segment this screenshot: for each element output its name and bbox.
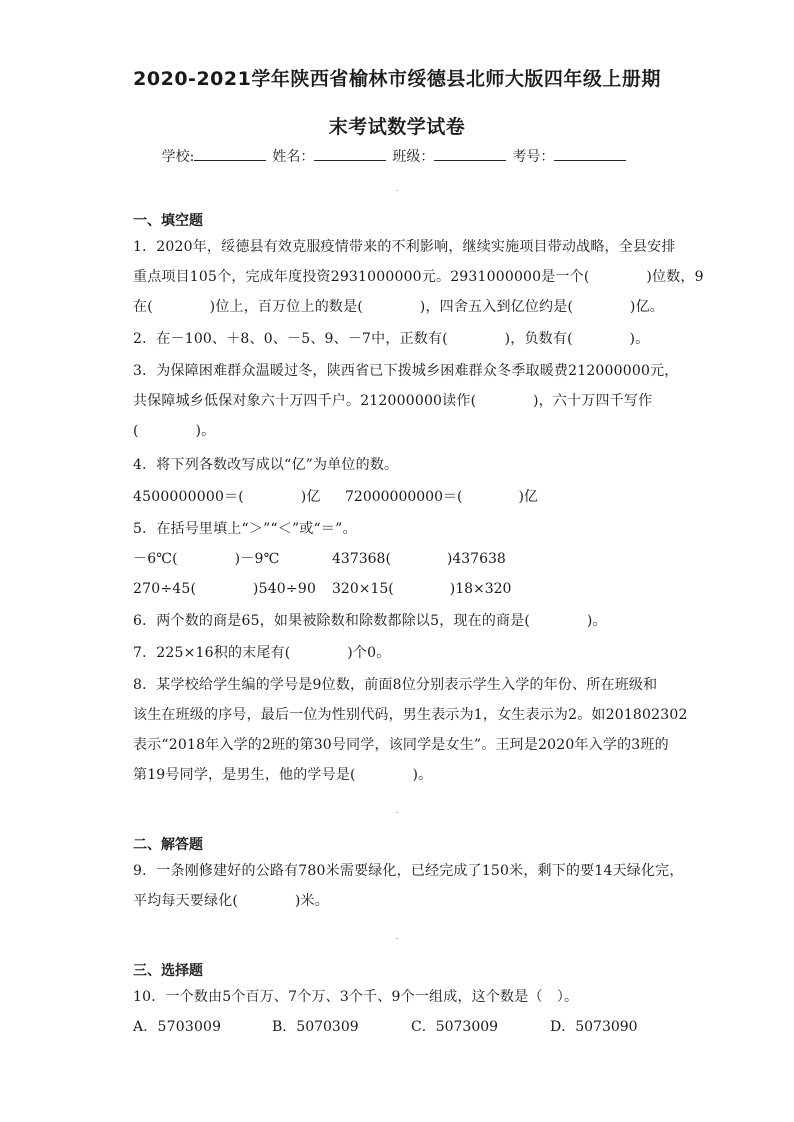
divider-dot [396, 190, 398, 191]
q1-line1: 1．2020年，绥德县有效克服疫情带来的不利影响，继续实施项目带动战略，全县安排 [133, 239, 676, 255]
number-blank[interactable] [554, 148, 626, 161]
page-title-line2: 末考试数学试卷 [328, 116, 466, 138]
q9-line2: 平均每天要绿化( )米。 [133, 893, 329, 909]
q10-option-a[interactable]: A．5703009 [133, 1019, 222, 1035]
q8-line3: 表示“2018年入学的2班的第30号同学，该同学是女生”。王珂是2020年入学的3班的 [133, 737, 669, 753]
q9-line1: 9．一条刚修建好的公路有780米需要绿化，已经完成了150米，剩下的要14天绿化完， [133, 863, 684, 879]
q5-item-c: 270÷45( )540÷90 [133, 581, 317, 597]
divider-dot [396, 938, 398, 939]
q5-item-d: 320×15( )18×320 [332, 581, 512, 597]
q10-option-b[interactable]: B．5070309 [272, 1019, 359, 1035]
q10-line1: 10．一个数由5个百万、7个万、3个千、9个一组成，这个数是（ ）。 [133, 989, 579, 1005]
q5-item-b: 437368( )437638 [332, 551, 506, 567]
section-choice-heading: 三、选择题 [133, 963, 203, 979]
student-info-line [0, 146, 794, 166]
q10-option-c[interactable]: C．5073009 [411, 1019, 499, 1035]
q5-line1: 5．在括号里填上“＞”“＜”或“＝”。 [133, 521, 357, 537]
divider-dot [396, 812, 398, 813]
q7-line1: 7．225×16积的末尾有( )个0。 [133, 645, 391, 661]
q5-item-a: －6℃( )－9℃ [133, 551, 280, 567]
q2-line1: 2．在－100、＋8、0、－5、9、－7中，正数有( )，负数有( )。 [133, 331, 650, 347]
page-title: 2020-2021学年陕西省榆林市绥德县北师大版四年级上册期 [133, 68, 661, 90]
q4-item-b: 72000000000＝( )亿 [345, 489, 538, 505]
section-fill-heading: 一、填空题 [133, 213, 203, 229]
section-answer-heading: 二、解答题 [133, 837, 203, 853]
q3-line3: ( )。 [133, 423, 216, 439]
q10-option-d[interactable]: D．5073090 [550, 1019, 638, 1035]
q1-line2: 重点项目105个，完成年度投资2931000000元。2931000000是一个( )位数，9 [133, 269, 704, 285]
q1-line3: 在( )位上，百万位上的数是( )，四舍五入到亿位约是( )亿。 [133, 299, 664, 315]
number-label: 考号： [512, 149, 555, 165]
q6-line1: 6．两个数的商是65，如果被除数和除数都除以5，现在的商是( )。 [133, 613, 607, 629]
name-blank[interactable] [314, 148, 386, 161]
class-label: 班级： [392, 149, 435, 165]
q8-line2: 该生在班级的序号，最后一位为性别代码，男生表示为1，女生表示为2。如201802302 [133, 707, 688, 723]
school-label: 学校: [161, 149, 195, 165]
name-label: 姓名： [272, 149, 315, 165]
q8-line1: 8．某学校给学生编的学号是9位数，前面8位分别表示学生入学的年份、所在班级和 [133, 677, 658, 693]
q3-line2: 共保障城乡低保对象六十万四千户。212000000读作( )，六十万四千写作 [133, 393, 653, 409]
q4-line1: 4．将下列各数改写成以“亿”为单位的数。 [133, 457, 399, 473]
q8-line4: 第19号同学，是男生，他的学号是( )。 [133, 767, 433, 783]
class-blank[interactable] [434, 148, 506, 161]
q4-item-a: 4500000000＝( )亿 [133, 489, 321, 505]
q3-line1: 3．为保障困难群众温暖过冬，陕西省已下拨城乡困难群众冬季取暖费212000000元， [133, 363, 679, 379]
school-blank[interactable] [194, 148, 266, 161]
